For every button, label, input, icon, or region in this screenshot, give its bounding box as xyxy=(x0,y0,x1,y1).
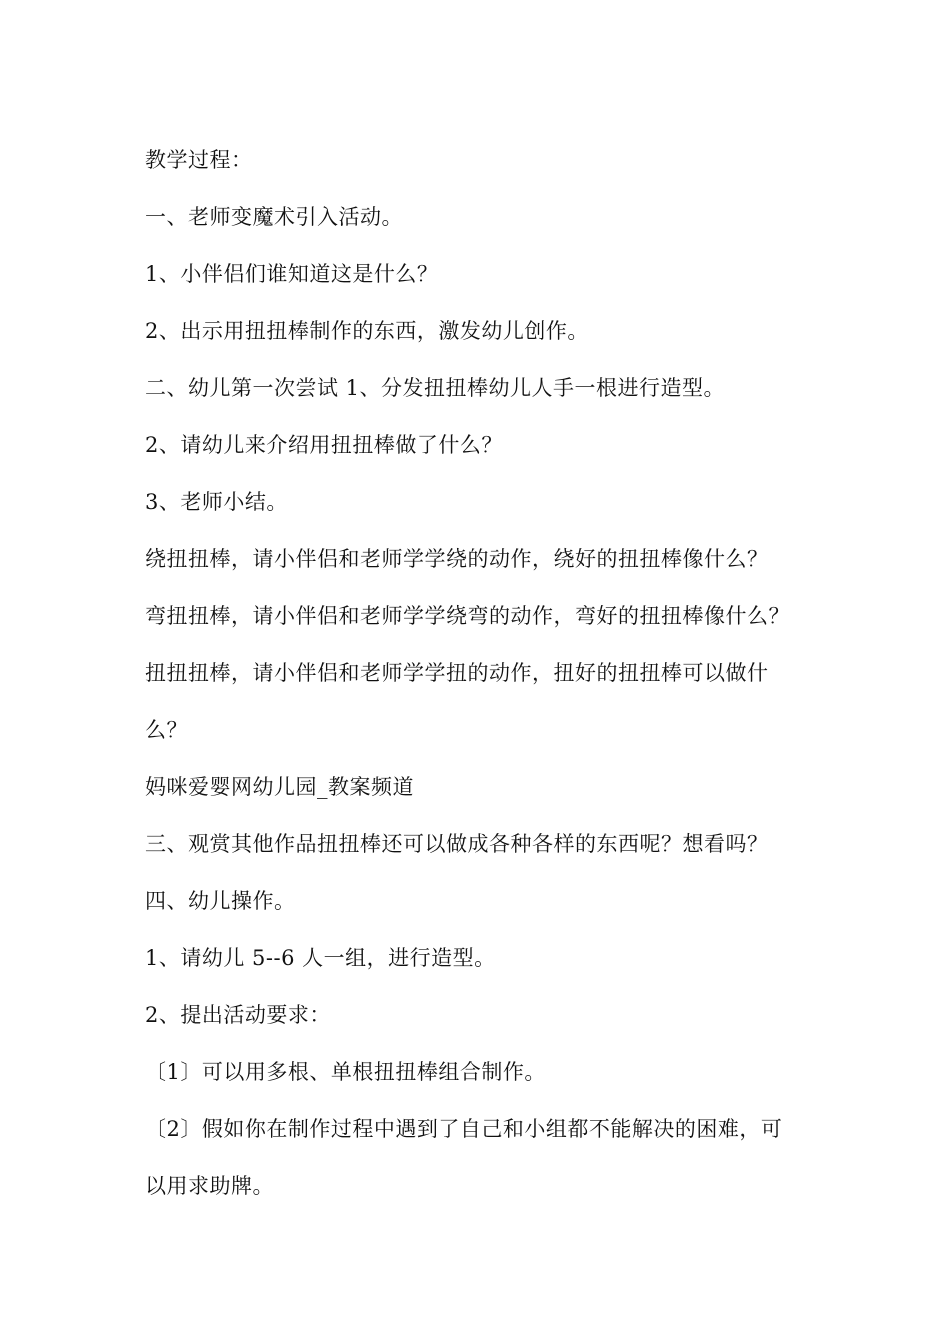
list-item: 〔1〕可以用多根、单根扭扭棒组合制作。 xyxy=(145,1060,546,1084)
section-four: 四、幼儿操作。 xyxy=(145,889,296,913)
paragraph-line: 以用求助牌。 xyxy=(145,1174,274,1198)
section-one: 一、老师变魔术引入活动。 xyxy=(145,205,403,229)
paragraph-line: 弯扭扭棒，请小伴侣和老师学学绕弯的动作，弯好的扭扭棒像什么？ xyxy=(145,604,790,628)
section-two: 二、幼儿第一次尝试 1、分发扭扭棒幼儿人手一根进行造型。 xyxy=(145,376,726,400)
paragraph-line: 2、提出活动要求： xyxy=(145,1003,331,1027)
document-body xyxy=(145,132,815,1215)
paragraph-line: 1、小伴侣们谁知道这是什么？ xyxy=(145,262,439,286)
paragraph-line: 2、出示用扭扭棒制作的东西，激发幼儿创作。 xyxy=(145,319,589,343)
source-watermark-text: 妈咪爱婴网幼儿园_教案频道 xyxy=(145,775,414,799)
list-item: 〔2〕假如你在制作过程中遇到了自己和小组都不能解决的困难，可 xyxy=(145,1117,783,1141)
paragraph-line: 1、请幼儿 5--6 人一组，进行造型。 xyxy=(145,946,496,970)
paragraph-line: 2、请幼儿来介绍用扭扭棒做了什么？ xyxy=(145,433,503,457)
heading-teaching-process: 教学过程： xyxy=(145,148,253,172)
paragraph-line: 么？ xyxy=(145,718,188,742)
paragraph-line: 绕扭扭棒，请小伴侣和老师学学绕的动作，绕好的扭扭棒像什么？ xyxy=(145,547,769,571)
paragraph-line: 3、老师小结。 xyxy=(145,490,288,514)
section-three: 三、观赏其他作品扭扭棒还可以做成各种各样的东西呢？想看吗？ xyxy=(145,832,769,856)
paragraph-line: 扭扭扭棒，请小伴侣和老师学学扭的动作，扭好的扭扭棒可以做什 xyxy=(145,661,769,685)
